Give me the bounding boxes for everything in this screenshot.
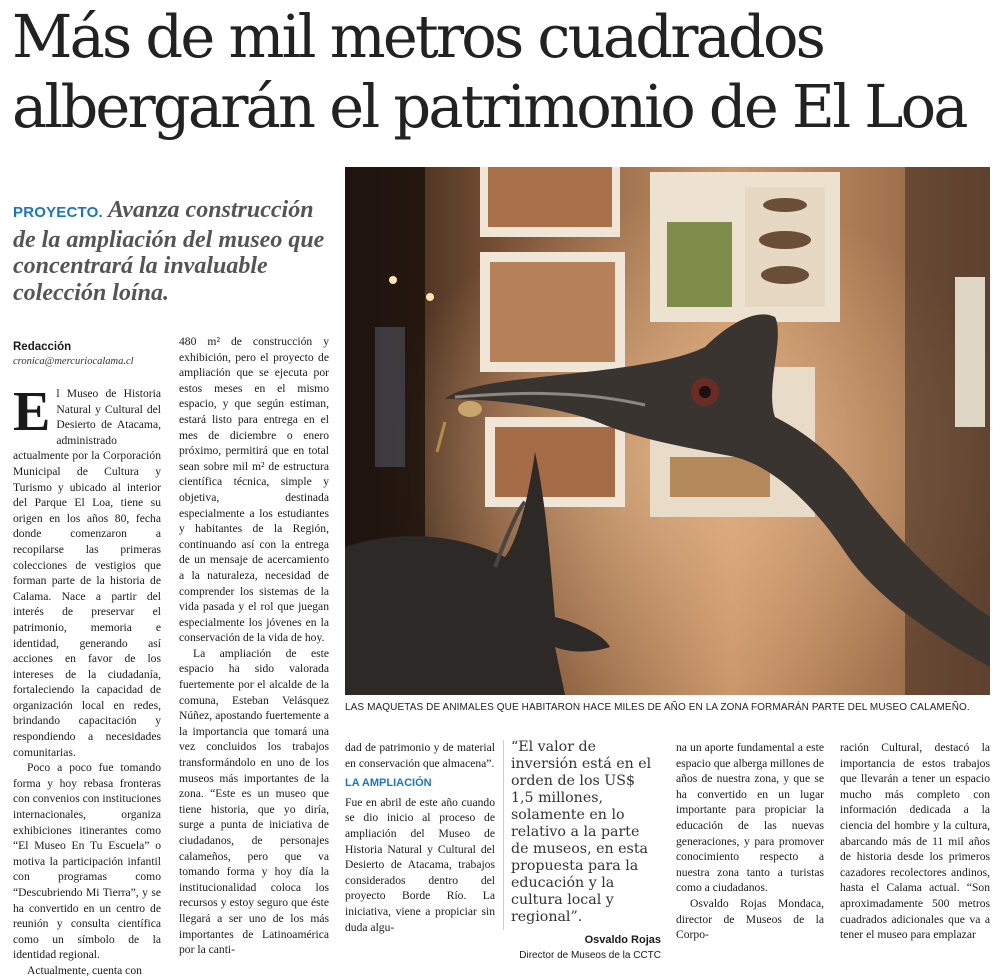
dropcap: E bbox=[13, 381, 51, 443]
lead-kicker: PROYECTO. bbox=[13, 204, 103, 221]
byline-name: Redacción bbox=[13, 341, 72, 353]
article-column-6 bbox=[840, 740, 990, 943]
pull-quote-name: Osvaldo Rojas bbox=[584, 934, 661, 946]
column-5-paragraph-1: na un aporte fundamental a este espacio que alberga millones de años de nuestra zona, y que se ha convertido en un lugar importante para propiciar la educación de las nuevas generaciones, y para promover conocimiento respecto a nuestra zona tanto a turistas como a ciudadanos. bbox=[676, 741, 824, 895]
column-5-paragraph-2: Osvaldo Rojas Mondaca, director de Museos de la Corpo- bbox=[676, 896, 824, 942]
lead-text: Avanza construcción de la ampliación del museo que concentrará la invaluable colección loína. bbox=[13, 197, 325, 306]
photo-caption: LAS MAQUETAS DE ANIMALES QUE HABITARON HACE MILES DE AÑO EN LA ZONA FORMARÁN PARTE DEL MUSEO CALAMEÑO. bbox=[345, 702, 970, 713]
article-column-5 bbox=[676, 740, 824, 943]
dinosaur-model-image bbox=[345, 167, 990, 695]
column-divider bbox=[503, 740, 504, 930]
column-3-paragraph-2: Fue en abril de este año cuando se dio inicio al proceso de ampliación del Museo de Historia Natural y Cultural del Desierto de Atacama, trabajos considerados dentro del proyecto Borde Río. La iniciativa, viene a propiciar sin duda algu- bbox=[345, 795, 495, 934]
column-1-paragraph-2: Poco a poco fue tomando forma y hoy rebasa fronteras con convenios con instituciones internacionales, organiza exhibiciones itinerantes como “El Museo En Tu Escuela” o motiva la participación infantil con programas como “Descubriendo Mi Tierra”, y se ha convertido en un centro de reunión y consulta científica como un símbolo de la identidad regional. bbox=[13, 761, 161, 962]
subhead-la-ampliacion: LA AMPLIACIÓN bbox=[345, 777, 432, 790]
museum-photo bbox=[345, 167, 990, 695]
headline-line-1: Más de mil metros cuadrados bbox=[12, 2, 824, 71]
column-1-paragraph-3: Actualmente, cuenta con bbox=[27, 963, 142, 977]
column-6-paragraph-1: ración Cultural, destacó la importancia de estos trabajos que llevarán a tener un espacio mucho más completo con información dedicada a la ciencia del hombre y la cultura, abarcando más de 11 mil años de historia desde los primeros cazadores recolectores andinos, hasta el Calama actual. “Son aproximadamente 500 metros cuadrados adicionales que va a tener el museo para emplazar bbox=[840, 741, 990, 942]
lead-paragraph bbox=[13, 197, 331, 306]
column-1-paragraph-1: l Museo de Historia Natural y Cultural del Desierto de Atacama, administrado actualmente por la Corporación Municipal de Cultura y Turismo y ubicado al interior del Parque El Loa, tiene su origen en los años 80, fecha donde comenzaron a recopilarse las primeras colecciones de vestigios que forman parte de la historia de Calama. Nace a partir del interés de preservar el patrimonio, memoria e identidad, generando así acciones en favor de los intereses de la ciudadanía, fortaleciendo la capacidad de organización local en redes, brindando capacitación y respondiendo a necesidades comunitarias. bbox=[13, 387, 161, 759]
article-column-1 bbox=[13, 381, 161, 979]
article-column-2 bbox=[179, 334, 329, 958]
byline bbox=[13, 341, 173, 367]
column-3-paragraph-1: dad de patrimonio y de material en conservación que almacena”. bbox=[345, 741, 495, 770]
headline-line-2: albergarán el patrimonio de El Loa bbox=[12, 72, 966, 141]
column-2-paragraph-1: 480 m² de construcción y exhibición, pero el proyecto de ampliación que se ejecuta por estos meses en el mismo espacio, y que según estiman, estará listo para entrega en el mes de diciembre o enero próximo, permitirá que en total sean sobre mil m² de estructura científica técnica, simple y objetiva, destinada especialmente a los estudiantes y habitantes de la Región, continuando así con la entrega de un mensaje de acercamiento a la naturaleza, necesidad de comprender los sistemas de la vida pasada y el rol que juegan especialmente los jóvenes en la conservación de la vida de hoy. bbox=[179, 335, 329, 645]
pull-quote bbox=[511, 739, 661, 961]
byline-email: cronica@mercuriocalama.cl bbox=[13, 356, 134, 367]
pull-quote-text: “El valor de inversión está en el orden de los US$ 1,5 millones, solamente en lo relativo a la parte de museos, en esta propuesta para la educación y la cultura local y regional”. bbox=[511, 739, 652, 925]
column-2-paragraph-2: La ampliación de este espacio ha sido valorada fuertemente por el alcalde de la comuna, Esteban Velásquez Núñez, apostando fuertemente a la importancia que tomará una vez concluidos los trabajos transformándolo en uno de los museos más importantes de la zona. “Este es un museo que tiene historia, que yo diría, surge a punta de iniciativa de ciudadanos, de personajes calameños, pero que va tomando forma y hoy día la institucionalidad coloca los recursos y estoy seguro que éste llegará a ser uno de los más importantes de Latinoamérica por la canti- bbox=[179, 646, 329, 957]
headline bbox=[12, 2, 997, 142]
pull-quote-role: Director de Museos de la CCTC bbox=[519, 950, 661, 961]
article-column-3 bbox=[345, 740, 495, 935]
